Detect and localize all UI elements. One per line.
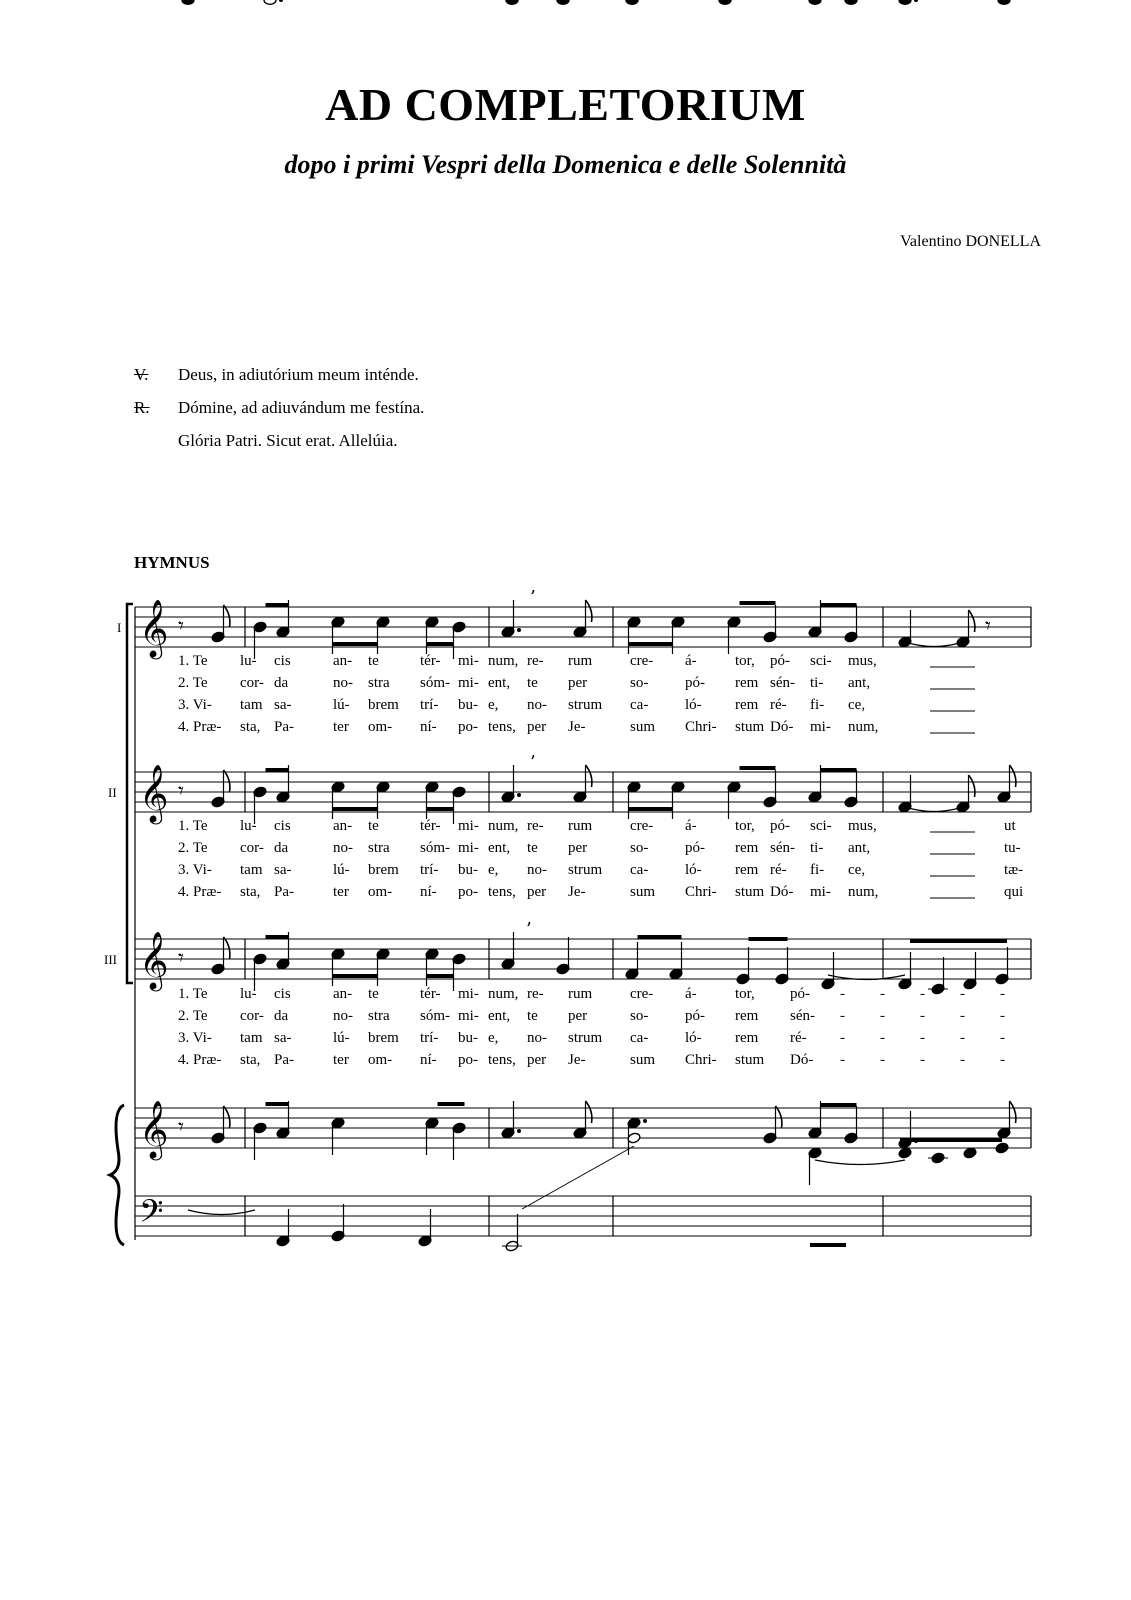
choir-bracket	[127, 604, 133, 983]
lyric-syllable: mi-	[458, 986, 479, 1002]
lyric-syllable: num,	[848, 884, 879, 900]
lyric-syllable: Je-	[568, 884, 586, 900]
lyric-syllable: ent,	[488, 1008, 511, 1024]
note-flag	[586, 600, 592, 622]
lyric-syllable: no-	[527, 1030, 547, 1046]
lyric-syllable: ent,	[488, 840, 511, 856]
lyric-syllable: 1. Te	[178, 818, 208, 834]
lyric-syllable: stra	[368, 1008, 390, 1024]
lyric-syllable: rem	[735, 862, 759, 878]
hyphen-mark: -	[880, 1052, 885, 1068]
page-subtitle: dopo i primi Vespri della Domenica e delle Solennità	[284, 150, 847, 179]
note-flag	[586, 765, 592, 787]
lyric-syllable: an-	[333, 986, 353, 1002]
lyric-syllable: sum	[630, 884, 656, 900]
lyric-syllable: cre-	[630, 818, 654, 834]
lyric-syllable: tu-	[1004, 840, 1021, 856]
note-flag	[969, 610, 975, 632]
lyric-syllable: pó-	[685, 675, 705, 691]
lyric-syllable: Je-	[568, 1052, 586, 1068]
lyric-syllable: tam	[240, 1030, 263, 1046]
lyric-syllable: Dó-	[770, 719, 794, 735]
lyric-syllable: ló-	[685, 1030, 702, 1046]
lyric-syllable: sci-	[810, 653, 832, 669]
tie-arc	[815, 1160, 905, 1165]
lyric-syllable: ter	[333, 884, 349, 900]
lyric-syllable: po-	[458, 884, 478, 900]
lyric-syllable: e,	[488, 1030, 499, 1046]
note-dot	[643, 1119, 647, 1123]
lyric-syllable: Dó-	[790, 1052, 814, 1068]
lyric-syllable: cor-	[240, 1008, 264, 1024]
lyric-syllable: pó-	[790, 986, 810, 1002]
lyric-syllable: mus,	[848, 818, 877, 834]
lyric-syllable: stum	[735, 719, 765, 735]
lyric-syllable: rem	[735, 1030, 759, 1046]
lyric-syllable: cor-	[240, 840, 264, 856]
lyric-syllable: rum	[568, 986, 593, 1002]
lyric-syllable: rum	[568, 818, 593, 834]
lyric-syllable: trí-	[420, 697, 439, 713]
lyric-syllable: Pa-	[274, 884, 294, 900]
note-flag	[224, 770, 230, 792]
lyric-syllable: lu-	[240, 986, 257, 1002]
lyric-syllable: trí-	[420, 862, 439, 878]
eighth-rest-icon: 𝄾	[985, 614, 991, 639]
hyphen-mark: -	[960, 1030, 965, 1046]
lyric-syllable: tor,	[735, 818, 755, 834]
lyric-syllable: ní-	[420, 719, 437, 735]
lyric-syllable: ré-	[790, 1030, 807, 1046]
lyric-syllable: tens,	[488, 884, 516, 900]
lyric-syllable: sta,	[240, 719, 261, 735]
note-flag	[1010, 1101, 1016, 1123]
lyric-syllable: stra	[368, 840, 390, 856]
lyric-syllable: tens,	[488, 719, 516, 735]
lyric-syllable: da	[274, 675, 289, 691]
lyric-syllable: sum	[630, 719, 656, 735]
lyric-syllable: qui	[1004, 884, 1024, 900]
lyric-syllable: á-	[685, 818, 697, 834]
notehead	[899, 0, 911, 4]
lyric-syllable: so-	[630, 840, 649, 856]
note-flag	[586, 1101, 592, 1123]
lyric-syllable: tor,	[735, 986, 755, 1002]
hyphen-mark: -	[960, 986, 965, 1002]
lyric-syllable: strum	[568, 1030, 603, 1046]
lyric-syllable: mi-	[458, 1008, 479, 1024]
composer-name: Valentino DONELLA	[900, 233, 1041, 250]
lyric-syllable: cre-	[630, 653, 654, 669]
lyric-syllable: no-	[333, 840, 353, 856]
note-flag	[969, 775, 975, 797]
lyric-syllable: fi-	[810, 862, 825, 878]
lyric-syllable: brem	[368, 862, 399, 878]
lyric-syllable: om-	[368, 1052, 393, 1068]
doxology-text: Glória Patri. Sicut erat. Allelúia.	[178, 431, 398, 450]
eighth-rest-icon: 𝄾	[178, 946, 184, 971]
lyric-syllable: po-	[458, 1052, 478, 1068]
lyric-syllable: bu-	[458, 697, 478, 713]
lyric-syllable: rem	[735, 697, 759, 713]
lyric-syllable: 4. Præ-	[178, 1052, 222, 1068]
lyric-syllable: lú-	[333, 862, 350, 878]
lyric-syllable: ti-	[810, 840, 824, 856]
lyric-syllable: da	[274, 1008, 289, 1024]
lyric-syllable: sóm-	[420, 1008, 450, 1024]
response-symbol: R.	[134, 398, 150, 417]
treble-clef-icon: 𝄞	[139, 764, 169, 822]
lyric-syllable: lú-	[333, 697, 350, 713]
eighth-rest-icon: 𝄾	[178, 1115, 184, 1140]
lyric-syllable: mi-	[810, 884, 831, 900]
lyric-syllable: sta,	[240, 1052, 261, 1068]
lyric-syllable: ant,	[848, 675, 871, 691]
lyric-syllable: te	[527, 840, 538, 856]
hyphen-mark: -	[920, 1008, 925, 1024]
treble-clef-icon: 𝄞	[139, 599, 169, 657]
staff-voice-3	[135, 939, 1031, 979]
lyric-syllable: cor-	[240, 675, 264, 691]
lyric-syllable: 1. Te	[178, 986, 208, 1002]
note-flag	[224, 605, 230, 627]
lyric-syllable: ré-	[770, 862, 787, 878]
lyric-syllable: tam	[240, 862, 263, 878]
lyric-syllable: sén-	[770, 840, 795, 856]
lyric-syllable: te	[527, 675, 538, 691]
voice-leading-line	[522, 1146, 634, 1209]
lyric-syllable: per	[527, 884, 547, 900]
lyric-syllable: te	[368, 653, 379, 669]
hyphen-mark: -	[920, 1030, 925, 1046]
lyric-syllable: ca-	[630, 1030, 649, 1046]
lyric-syllable: strum	[568, 697, 603, 713]
lyric-syllable: ent,	[488, 675, 511, 691]
note-flag	[1010, 765, 1016, 787]
lyric-syllable: ter	[333, 1052, 349, 1068]
notehead	[845, 0, 857, 4]
lyric-syllable: mi-	[458, 675, 479, 691]
lyric-syllable: bu-	[458, 1030, 478, 1046]
lyric-syllable: num,	[488, 986, 519, 1002]
lyric-syllable: strum	[568, 862, 603, 878]
eighth-rest-icon: 𝄾	[178, 779, 184, 804]
lyric-syllable: 2. Te	[178, 840, 208, 856]
hyphen-mark: -	[840, 1008, 845, 1024]
lyric-syllable: á-	[685, 986, 697, 1002]
lyric-syllable: brem	[368, 1030, 399, 1046]
note-dot	[517, 628, 521, 632]
section-heading: HYMNUS	[134, 553, 210, 572]
lyric-syllable: 2. Te	[178, 675, 208, 691]
hyphen-mark: -	[1000, 1030, 1005, 1046]
lyric-syllable: ce,	[848, 697, 866, 713]
lyric-syllable: ant,	[848, 840, 871, 856]
lyric-syllable: ní-	[420, 884, 437, 900]
voice-label: III	[104, 952, 117, 967]
lyric-syllable: cis	[274, 818, 291, 834]
lyric-syllable: num,	[488, 653, 519, 669]
tie-arc	[905, 642, 963, 647]
lyric-syllable: re-	[527, 986, 544, 1002]
lyric-syllable: per	[568, 675, 588, 691]
response-text: Dómine, ad adiuvándum me festína.	[178, 398, 425, 417]
notehead	[719, 0, 731, 4]
note-flag	[224, 1106, 230, 1128]
lyric-syllable: rum	[568, 653, 593, 669]
breath-mark-icon: ’	[530, 587, 536, 608]
lyric-syllable: Chri-	[685, 1052, 717, 1068]
voice-label: II	[108, 785, 117, 800]
hyphen-mark: -	[840, 1052, 845, 1068]
note-flag	[224, 937, 230, 959]
notehead	[898, 1147, 912, 1159]
lyric-syllable: e,	[488, 697, 499, 713]
lyric-syllable: sum	[630, 1052, 656, 1068]
lyric-syllable: lu-	[240, 653, 257, 669]
lyric-syllable: cis	[274, 653, 291, 669]
lyric-syllable: e,	[488, 862, 499, 878]
lyric-syllable: 4. Præ-	[178, 719, 222, 735]
lyric-syllable: so-	[630, 675, 649, 691]
lyric-syllable: Pa-	[274, 719, 294, 735]
notehead	[506, 0, 518, 4]
lyric-syllable: no-	[333, 675, 353, 691]
lyric-syllable: tæ-	[1004, 862, 1024, 878]
lyric-syllable: ló-	[685, 862, 702, 878]
notehead	[963, 1147, 977, 1159]
lyric-syllable: bu-	[458, 862, 478, 878]
lyric-syllable: num,	[848, 719, 879, 735]
lyric-syllable: Je-	[568, 719, 586, 735]
lyric-syllable: sta,	[240, 884, 261, 900]
lyric-syllable: ut	[1004, 818, 1016, 834]
voice-label: I	[117, 620, 122, 635]
note-dot	[517, 1129, 521, 1133]
lyric-syllable: tor,	[735, 653, 755, 669]
lyric-syllable: cis	[274, 986, 291, 1002]
lyric-syllable: per	[527, 1052, 547, 1068]
lyric-syllable: sa-	[274, 862, 292, 878]
breath-mark-icon: ’	[530, 752, 536, 773]
lyric-syllable: rem	[735, 675, 759, 691]
lyric-syllable: so-	[630, 1008, 649, 1024]
versicle-symbol: V.	[134, 365, 149, 384]
note-dot	[517, 793, 521, 797]
lyric-syllable: stum	[735, 1052, 765, 1068]
lyric-syllable: 3. Vi-	[178, 697, 212, 713]
lyric-syllable: tam	[240, 697, 263, 713]
lyric-syllable: per	[568, 840, 588, 856]
lyric-syllable: mi-	[458, 818, 479, 834]
lyric-syllable: 1. Te	[178, 653, 208, 669]
lyric-syllable: an-	[333, 818, 353, 834]
lyric-syllable: ló-	[685, 697, 702, 713]
lyric-syllable: Dó-	[770, 884, 794, 900]
lyric-syllable: an-	[333, 653, 353, 669]
notehead	[809, 0, 821, 4]
lyric-syllable: per	[527, 719, 547, 735]
lyric-syllable: sa-	[274, 697, 292, 713]
hyphen-mark: -	[880, 986, 885, 1002]
lyric-syllable: sén-	[770, 675, 795, 691]
hyphen-mark: -	[1000, 1052, 1005, 1068]
notehead	[626, 0, 638, 4]
lyric-syllable: te	[368, 986, 379, 1002]
lyric-syllable: no-	[333, 1008, 353, 1024]
treble-clef-icon: 𝄞	[139, 1100, 169, 1158]
eighth-rest-icon: 𝄾	[178, 614, 184, 639]
lyric-syllable: sa-	[274, 1030, 292, 1046]
treble-clef-icon: 𝄞	[139, 931, 169, 989]
lyric-syllable: lú-	[333, 1030, 350, 1046]
lyric-syllable: sóm-	[420, 840, 450, 856]
hyphen-mark: -	[920, 986, 925, 1002]
lyric-syllable: stum	[735, 884, 765, 900]
notehead	[182, 0, 194, 4]
hyphen-mark: -	[960, 1052, 965, 1068]
note-flag	[776, 1106, 782, 1128]
lyric-syllable: da	[274, 840, 289, 856]
lyric-syllable: po-	[458, 719, 478, 735]
lyric-syllable: trí-	[420, 1030, 439, 1046]
hyphen-mark: -	[840, 986, 845, 1002]
hyphen-mark: -	[1000, 1008, 1005, 1024]
notehead	[998, 0, 1010, 4]
hyphen-mark: -	[840, 1030, 845, 1046]
lyric-syllable: á-	[685, 653, 697, 669]
bass-clef-icon: 𝄢	[139, 1193, 164, 1237]
lyric-syllable: no-	[527, 862, 547, 878]
versicle-text: Deus, in adiutórium meum inténde.	[178, 365, 419, 384]
lyric-syllable: fi-	[810, 697, 825, 713]
breath-mark-icon: ’	[526, 919, 532, 940]
hyphen-mark: -	[880, 1008, 885, 1024]
note-dot	[279, 0, 283, 2]
lyric-syllable: per	[568, 1008, 588, 1024]
lyric-syllable: ter	[333, 719, 349, 735]
lyric-syllable: 3. Vi-	[178, 1030, 212, 1046]
lyric-syllable: ní-	[420, 1052, 437, 1068]
lyric-syllable: Pa-	[274, 1052, 294, 1068]
lyric-syllable: lu-	[240, 818, 257, 834]
lyric-syllable: pó-	[685, 840, 705, 856]
lyric-syllable: Chri-	[685, 719, 717, 735]
hyphen-mark: -	[1000, 986, 1005, 1002]
lyric-syllable: num,	[488, 818, 519, 834]
lyric-syllable: ré-	[770, 697, 787, 713]
lyric-syllable: pó-	[685, 1008, 705, 1024]
lyric-syllable: te	[368, 818, 379, 834]
notehead	[995, 1142, 1009, 1154]
notehead	[557, 0, 569, 4]
lyric-syllable: 2. Te	[178, 1008, 208, 1024]
lyric-syllable: re-	[527, 653, 544, 669]
lyric-syllable: mi-	[810, 719, 831, 735]
lyric-syllable: no-	[527, 697, 547, 713]
hyphen-mark: -	[880, 1030, 885, 1046]
lyric-syllable: om-	[368, 719, 393, 735]
lyric-syllable: ca-	[630, 862, 649, 878]
lyric-syllable: rem	[735, 1008, 759, 1024]
lyric-syllable: sóm-	[420, 675, 450, 691]
lyric-syllable: cre-	[630, 986, 654, 1002]
lyric-syllable: tér-	[420, 818, 441, 834]
piano-brace	[110, 1105, 124, 1245]
lyric-syllable: tér-	[420, 653, 441, 669]
lyric-syllable: ca-	[630, 697, 649, 713]
lyric-syllable: mi-	[458, 653, 479, 669]
lyric-syllable: ti-	[810, 675, 824, 691]
note-dot	[914, 0, 918, 2]
lyric-syllable: 4. Præ-	[178, 884, 222, 900]
lyric-syllable: mus,	[848, 653, 877, 669]
tie-arc	[905, 807, 963, 812]
staff-piano-left	[135, 1196, 1031, 1236]
lyric-syllable: pó-	[770, 653, 790, 669]
lyric-syllable: tér-	[420, 986, 441, 1002]
lyric-syllable: 3. Vi-	[178, 862, 212, 878]
lyric-syllable: mi-	[458, 840, 479, 856]
page-title: AD COMPLETORIUM	[325, 79, 806, 130]
lyric-syllable: om-	[368, 884, 393, 900]
lyric-syllable: brem	[368, 697, 399, 713]
lyric-syllable: te	[527, 1008, 538, 1024]
hyphen-mark: -	[960, 1008, 965, 1024]
hyphen-mark: -	[920, 1052, 925, 1068]
lyric-syllable: sci-	[810, 818, 832, 834]
lyric-syllable: re-	[527, 818, 544, 834]
lyric-syllable: sén-	[790, 1008, 815, 1024]
notehead	[264, 0, 276, 4]
lyric-syllable: rem	[735, 840, 759, 856]
lyric-syllable: ce,	[848, 862, 866, 878]
lyric-syllable: pó-	[770, 818, 790, 834]
lyric-syllable: stra	[368, 675, 390, 691]
lyric-syllable: tens,	[488, 1052, 516, 1068]
lyric-syllable: Chri-	[685, 884, 717, 900]
